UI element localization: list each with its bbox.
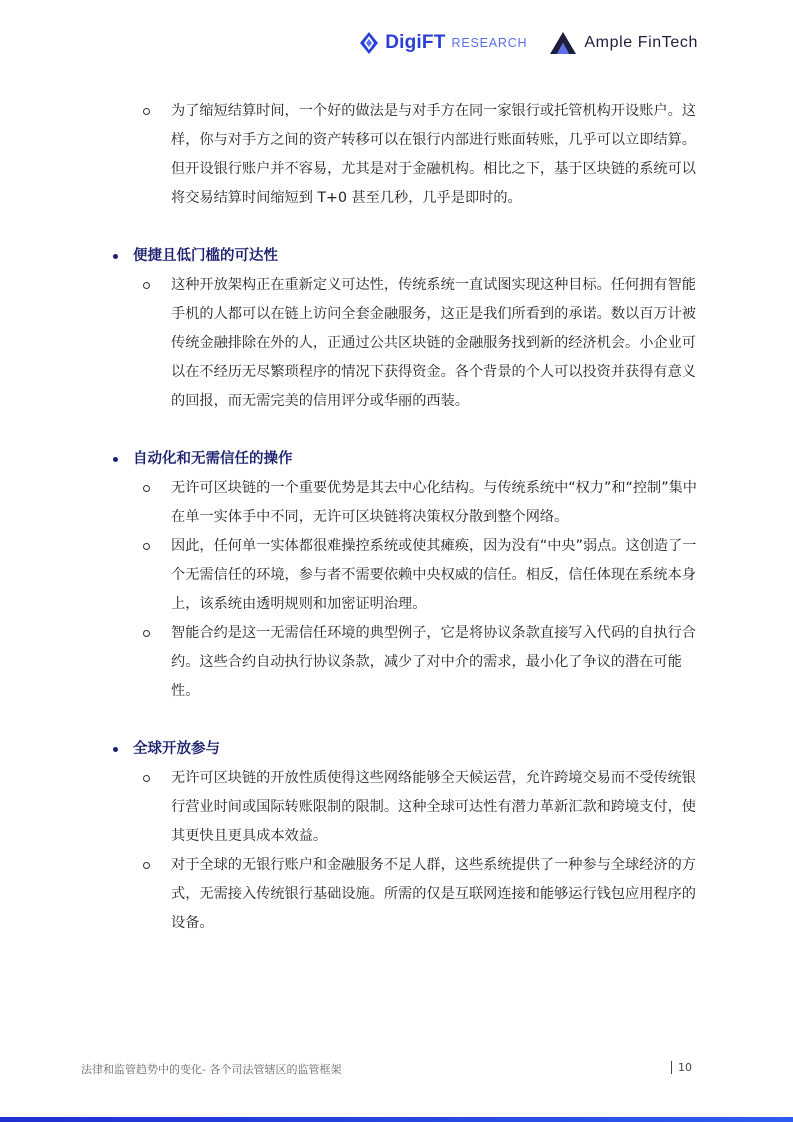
footer-title: 法律和监管趋势中的变化- 各个司法管辖区的监管框架 xyxy=(81,1063,342,1076)
bottom-accent-bar xyxy=(0,1117,793,1122)
section-title: 自动化和无需信任的操作 xyxy=(133,451,293,467)
circle-bullet-icon xyxy=(143,485,150,492)
sub-item-text: 智能合约是这一无需信任环境的典型例子，它是将协议条款直接写入代码的自执行合约。这些合约自动执行协议条款，减少了对中介的需求，最小化了争议的潜在可能性。 xyxy=(171,625,696,699)
ample-logo-text: Ample FinTech xyxy=(584,34,698,51)
digift-logo-text: DigiFT xyxy=(385,32,446,53)
bullet-dot-icon xyxy=(113,254,118,259)
sub-item-text: 无许可区块链的一个重要优势是其去中心化结构。与传统系统中“权力”和“控制”集中在单一实体手中不同，无许可区块链将决策权分散到整个网络。 xyxy=(171,480,697,525)
circle-bullet-icon xyxy=(143,630,150,637)
bullet-dot-icon xyxy=(113,747,118,752)
sub-item-text: 这种开放架构正在重新定义可达性，传统系统一直试图实现这种目标。任何拥有智能手机的人都可以在链上访问全套金融服务，这正是我们所看到的承诺。数以百万计被传统金融排除在外的人，正通过公共区块链的金融服务找到新的经济机会。小企业可以在不经历无尽繁琐程序的情况下获得资金。各个背景的个人可以投资并获得有意义的回报，而无需完美的信用评分或华丽的西装。 xyxy=(171,277,696,409)
sub-list-item xyxy=(113,97,703,213)
circle-bullet-icon xyxy=(143,543,150,550)
bullet-dot-icon xyxy=(113,457,118,462)
sub-item-text: 无许可区块链的开放性质使得这些网络能够全天候运营，允许跨境交易而不受传统银行营业时间或国际转账限制的限制。这种全球可达性有潜力革新汇款和跨境支付，使其更快且更具成本效益。 xyxy=(171,770,696,844)
sub-list-item xyxy=(113,271,703,416)
sub-item-text: 因此，任何单一实体都很难操控系统或使其瘫痪，因为没有“中央”弱点。这创造了一个无需信任的环境，参与者不需要依赖中央权威的信任。相反，信任体现在系统本身上，该系统由透明规则和加密证明治理。 xyxy=(171,538,697,612)
sub-item-text: 为了缩短结算时间，一个好的做法是与对手方在同一家银行或托管机构开设账户。这样，你与对手方之间的资产转移可以在银行内部进行账面转账，几乎可以立即结算。但开设银行账户并不容易，尤其是对于金融机构。相比之下，基于区块链的系统可以将交易结算时间缩短到 T+0 甚至几秒，几乎是即时的。 xyxy=(171,103,696,206)
sub-list-item xyxy=(113,474,703,532)
main-content xyxy=(113,97,703,938)
sub-list-item xyxy=(113,851,703,938)
sub-list-item xyxy=(113,764,703,851)
research-label: RESEARCH xyxy=(451,36,528,50)
ample-triangle-icon xyxy=(549,31,577,55)
sub-list-item xyxy=(113,532,703,619)
digift-diamond-icon xyxy=(358,31,380,55)
circle-bullet-icon xyxy=(143,282,150,289)
sub-item-text: 对于全球的无银行账户和金融服务不足人群，这些系统提供了一种参与全球经济的方式，无需接入传统银行基础设施。所需的仅是互联网连接和能够运行钱包应用程序的设备。 xyxy=(171,857,696,931)
circle-bullet-icon xyxy=(143,862,150,869)
page-number: 10 xyxy=(671,1061,692,1074)
circle-bullet-icon xyxy=(143,108,150,115)
section-heading xyxy=(113,445,703,474)
ample-fintech-logo xyxy=(549,31,698,55)
page-header xyxy=(358,28,698,58)
section-title: 全球开放参与 xyxy=(133,741,220,757)
digift-logo xyxy=(358,31,527,55)
circle-bullet-icon xyxy=(143,775,150,782)
sub-list-item xyxy=(113,619,703,706)
section-heading xyxy=(113,735,703,764)
section-heading xyxy=(113,242,703,271)
section-title: 便捷且低门槛的可达性 xyxy=(133,248,278,264)
